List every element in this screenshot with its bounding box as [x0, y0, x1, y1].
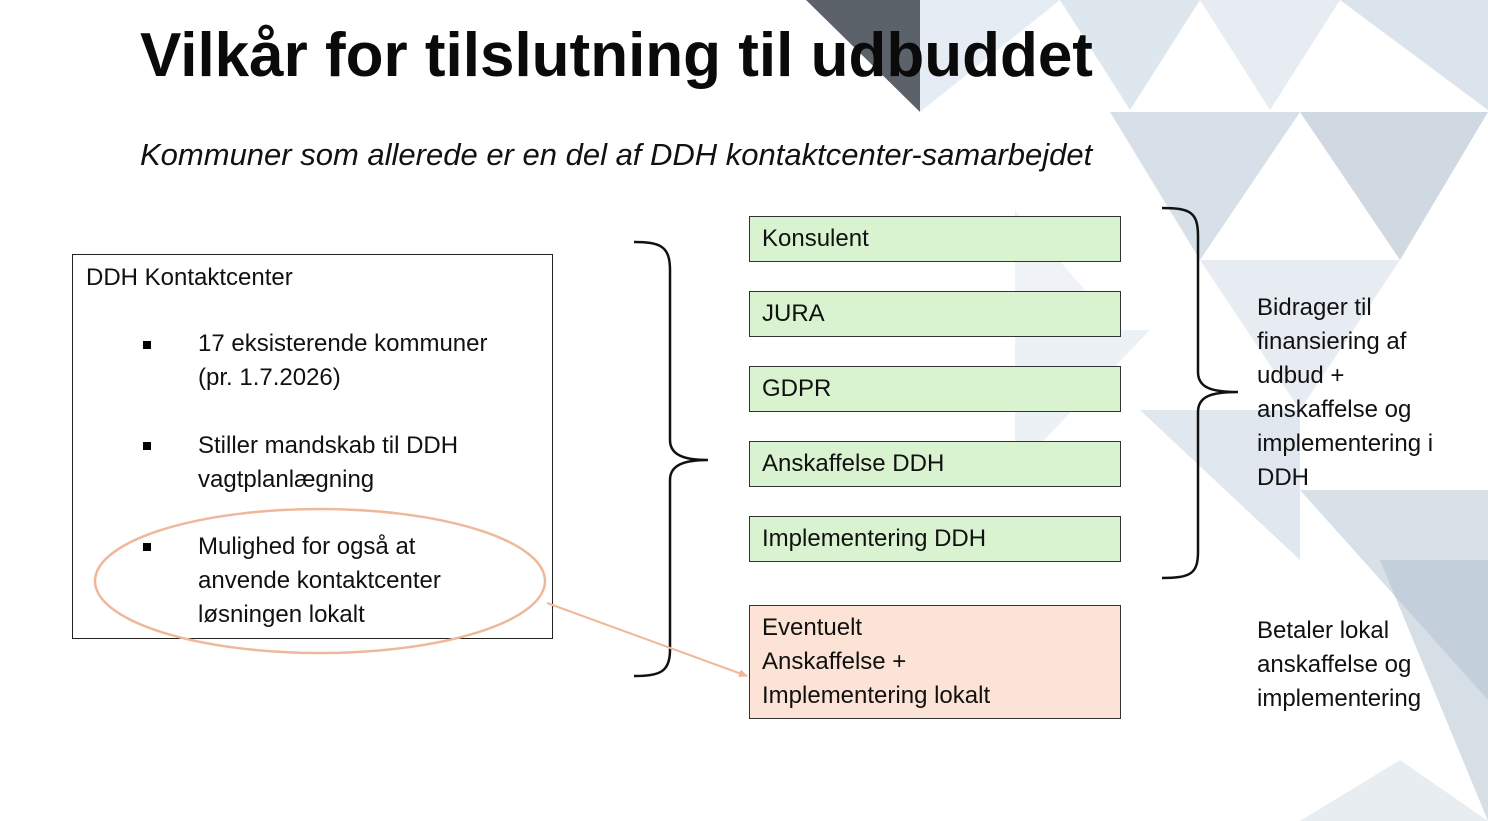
- bullet-line: Stiller mandskab til DDH: [198, 432, 459, 459]
- note-line: anskaffelse og: [1257, 396, 1412, 423]
- bullet-line: løsningen lokalt: [198, 601, 365, 628]
- note-line: DDH: [1257, 464, 1309, 491]
- bullet-line: vagtplanlægning: [198, 466, 375, 493]
- bullet-line: anvende kontaktcenter: [198, 567, 441, 594]
- box-eventuelt-lokalt: [749, 605, 1121, 719]
- ddh-kontaktcenter-panel: [72, 254, 553, 639]
- light-triangle: [1200, 0, 1340, 110]
- bullet-line: 17 eksisterende kommuner: [198, 330, 488, 357]
- light-triangle: [1300, 112, 1488, 260]
- slide-subtitle: Kommuner som allerede er en del af DDH kontaktcenter-samarbejdet: [140, 137, 1093, 172]
- bullet-marker: [143, 543, 151, 551]
- light-triangle: [1300, 760, 1488, 821]
- box-gdpr: GDPR: [749, 366, 1121, 412]
- bullet-line: (pr. 1.7.2026): [198, 364, 341, 391]
- bullet-line: Mulighed for også at: [198, 533, 416, 560]
- light-triangle: [1110, 112, 1300, 260]
- box-anskaffelse-ddh: Anskaffelse DDH: [749, 441, 1121, 487]
- bullet-marker: [143, 341, 151, 349]
- bullet-staffing: [198, 429, 543, 497]
- panel-title: DDH Kontaktcenter: [86, 264, 293, 291]
- note-contributes-financing: [1257, 291, 1433, 495]
- box-line: Anskaffelse +: [762, 648, 907, 675]
- box-jura: JURA: [749, 291, 1121, 337]
- note-pays-local: [1257, 614, 1421, 716]
- note-line: implementering: [1257, 685, 1422, 712]
- note-line: udbud +: [1257, 362, 1345, 389]
- box-line: Implementering lokalt: [762, 682, 991, 709]
- note-line: finansiering af: [1257, 328, 1407, 355]
- note-line: anskaffelse og: [1257, 651, 1412, 678]
- box-konsulent: Konsulent: [749, 216, 1121, 262]
- box-implementering-ddh: Implementering DDH: [749, 516, 1121, 562]
- note-line: implementering i: [1257, 430, 1434, 457]
- light-triangle: [1340, 0, 1488, 110]
- note-line: Bidrager til: [1257, 294, 1372, 321]
- slide-title: Vilkår for tilslutning til udbuddet: [140, 21, 1093, 90]
- bullet-existing-municipalities: [198, 327, 543, 395]
- bullet-marker: [143, 442, 151, 450]
- bullet-local-use: [198, 530, 543, 632]
- box-line: Eventuelt: [762, 614, 863, 641]
- note-line: Betaler lokal: [1257, 617, 1390, 644]
